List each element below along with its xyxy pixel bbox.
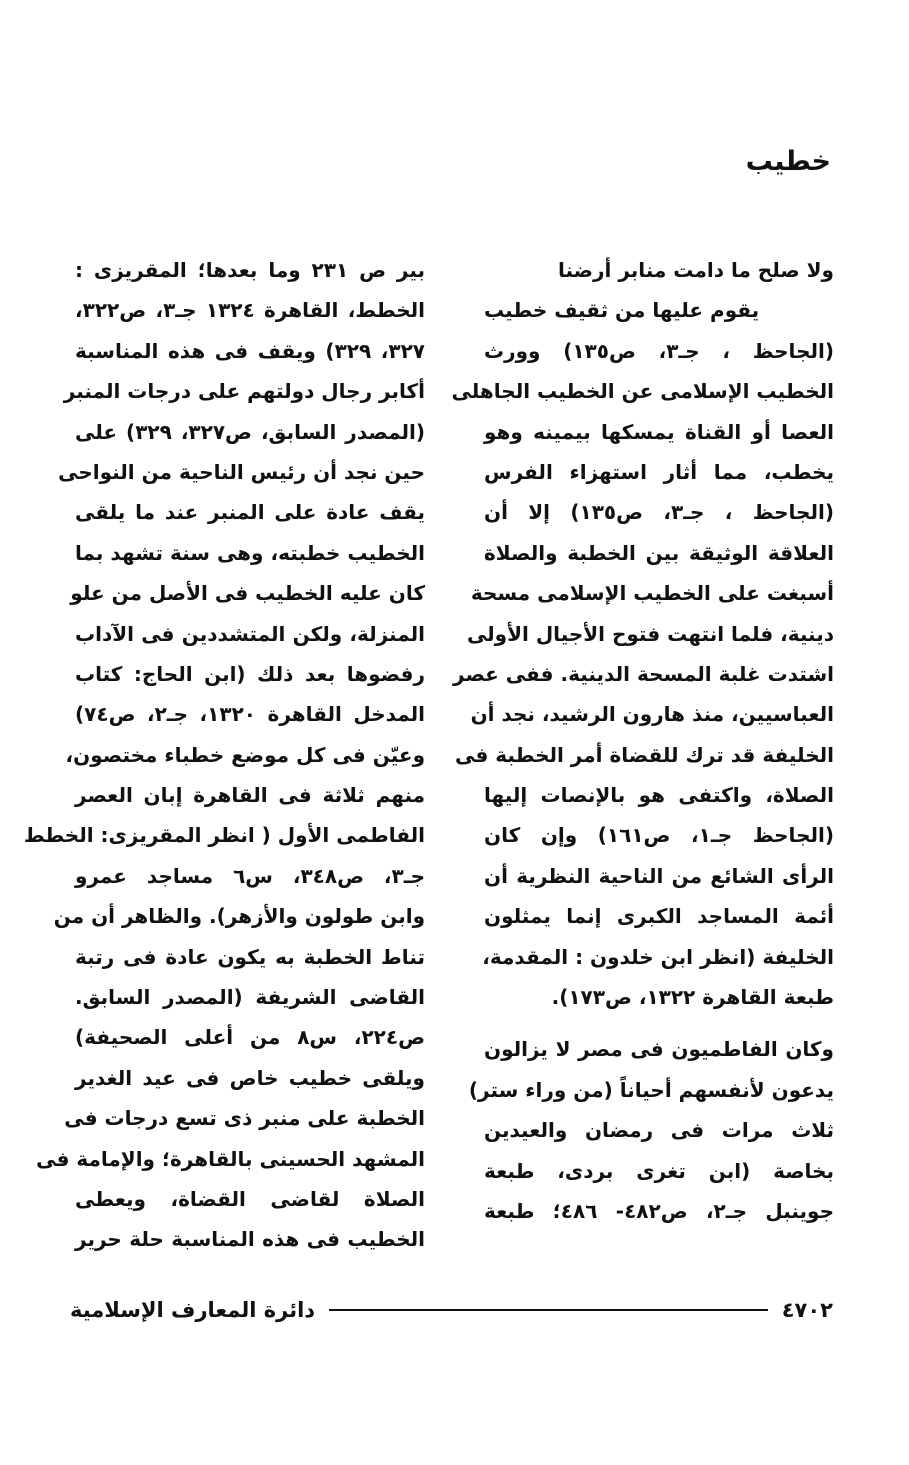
text-line: الخطط، القاهرة ١٣٢٤ جـ٣، ص٣٢٢، bbox=[75, 298, 425, 323]
text-line: (المصدر السابق، ص٣٢٧، ٣٢٩) على bbox=[75, 419, 425, 444]
text-line: الصلاة لقاضى القضاة، ويعطى bbox=[75, 1186, 425, 1211]
text-line: أكابر رجال دولتهم على درجات المنبر bbox=[63, 379, 425, 404]
text-line: تناط الخطبة به يكون عادة فى رتبة bbox=[75, 944, 425, 969]
text-line: الفاطمى الأول ( انظر المقريزى: الخطط bbox=[23, 823, 425, 848]
text-line: المشهد الحسينى بالقاهرة؛ والإمامة فى bbox=[36, 1146, 425, 1171]
text-line: الخليفة (انظر ابن خلدون : المقدمة، bbox=[482, 944, 834, 969]
text-line: المدخل القاهرة ١٣٢٠، جـ٢، ص٧٤) bbox=[75, 702, 426, 727]
text-line: يخطب، مما أثار استهزاء الفرس bbox=[484, 459, 834, 484]
text-line: اشتدت غلبة المسحة الدينية. ففى عصر bbox=[453, 661, 834, 686]
text-line: الخطيب فى هذه المناسبة حلة حرير bbox=[75, 1227, 425, 1252]
text-line: بير ص ٢٣١ وما بعدها؛ المقريزى : bbox=[75, 258, 425, 282]
text-line: (الجاحظ جـ١، ص١٦١) وإن كان bbox=[484, 823, 834, 848]
text-line: (الجاحظ ، جـ٣، ص١٣٥) وورث bbox=[484, 338, 834, 363]
text-line: كان عليه الخطيب فى الأصل من علو bbox=[70, 581, 425, 606]
page-footer bbox=[70, 1295, 833, 1325]
page-number: ٤٧٠٢ bbox=[781, 1298, 833, 1322]
text-line: الصلاة، واكتفى هو بالإنصات إليها bbox=[484, 783, 834, 808]
right-column bbox=[451, 250, 835, 1231]
text-line: الخليفة قد ترك للقضاة أمر الخطبة فى bbox=[455, 742, 834, 767]
verse-line: ولا صلح ما دامت منابر أرضنا bbox=[558, 258, 834, 282]
text-line: ويلقى خطيب خاص فى عيد الغدير bbox=[75, 1065, 425, 1090]
text-line: أئمة المساجد الكبرى إنما يمثلون bbox=[484, 904, 834, 929]
text-line: حين نجد أن رئيس الناحية من النواحى bbox=[58, 459, 425, 484]
text-line: الرأى الشائع من الناحية النظرية أن bbox=[484, 863, 834, 888]
paragraph-gap bbox=[484, 1017, 834, 1029]
text-line: (الجاحظ ، جـ٣، ص١٣٥) إلا أن bbox=[484, 500, 834, 525]
footer-divider bbox=[329, 1309, 768, 1311]
text-line: منهم ثلاثة فى القاهرة إبان العصر bbox=[75, 783, 425, 808]
text-line: يدعون لأنفسهم أحياناً (من وراء ستر) bbox=[468, 1077, 834, 1102]
text-line: دينية، فلما انتهت فتوح الأجيال الأولى bbox=[466, 621, 834, 646]
entry-title: خطيب bbox=[745, 146, 831, 177]
text-line: المنزلة، ولكن المتشددين فى الآداب bbox=[75, 621, 425, 646]
text-line: الخطيب الإسلامى عن الخطيب الجاهلى bbox=[451, 379, 834, 404]
text-line: ٣٢٧، ٣٢٩) ويقف فى هذه المناسبة bbox=[75, 338, 425, 363]
text-line: العصا أو القناة يمسكها بيمينه وهو bbox=[484, 419, 834, 444]
text-line: القاضى الشريفة (المصدر السابق. bbox=[75, 985, 425, 1010]
text-line: العلاقة الوثيقة بين الخطبة والصلاة bbox=[484, 540, 834, 565]
text-line: العباسيين، منذ هارون الرشيد، نجد أن bbox=[470, 702, 834, 727]
text-line: يقف عادة على المنبر عند ما يلقى bbox=[75, 500, 425, 525]
publication-title: دائرة المعارف الإسلامية bbox=[70, 1298, 316, 1322]
text-line: ثلاث مرات فى رمضان والعيدين bbox=[484, 1118, 834, 1143]
text-line: رفضوها بعد ذلك (ابن الحاج: كتاب bbox=[75, 661, 425, 686]
text-line: وعيّن فى كل موضع خطباء مختصون، bbox=[65, 742, 425, 767]
text-line: الخطيب خطبته، وهى سنة تشهد بما bbox=[75, 540, 425, 565]
text-line: وكان الفاطميون فى مصر لا يزالون bbox=[484, 1037, 834, 1062]
text-line: بخاصة (ابن تغرى بردى، طبعة bbox=[484, 1158, 834, 1183]
text-line: طبعة القاهرة ١٣٢٢، ص١٧٣). bbox=[551, 985, 834, 1010]
verse-line: يقوم عليها من ثقيف خطيب bbox=[484, 298, 760, 323]
text-line: أسبغت على الخطيب الإسلامى مسحة bbox=[470, 581, 834, 606]
text-line: جـ٣، ص٣٤٨، س٦ مساجد عمرو bbox=[75, 863, 425, 888]
text-line: جوينبل جـ٢، ص٤٨٢- ٤٨٦؛ طبعة bbox=[484, 1198, 835, 1223]
text-line: الخطبة على منبر ذى تسع درجات فى bbox=[64, 1106, 425, 1131]
left-column bbox=[23, 250, 426, 1260]
text-line: ص٢٢٤، س٨ من أعلى الصحيفة) bbox=[75, 1025, 425, 1050]
text-line: وابن طولون والأزهر). والظاهر أن من bbox=[53, 904, 425, 929]
